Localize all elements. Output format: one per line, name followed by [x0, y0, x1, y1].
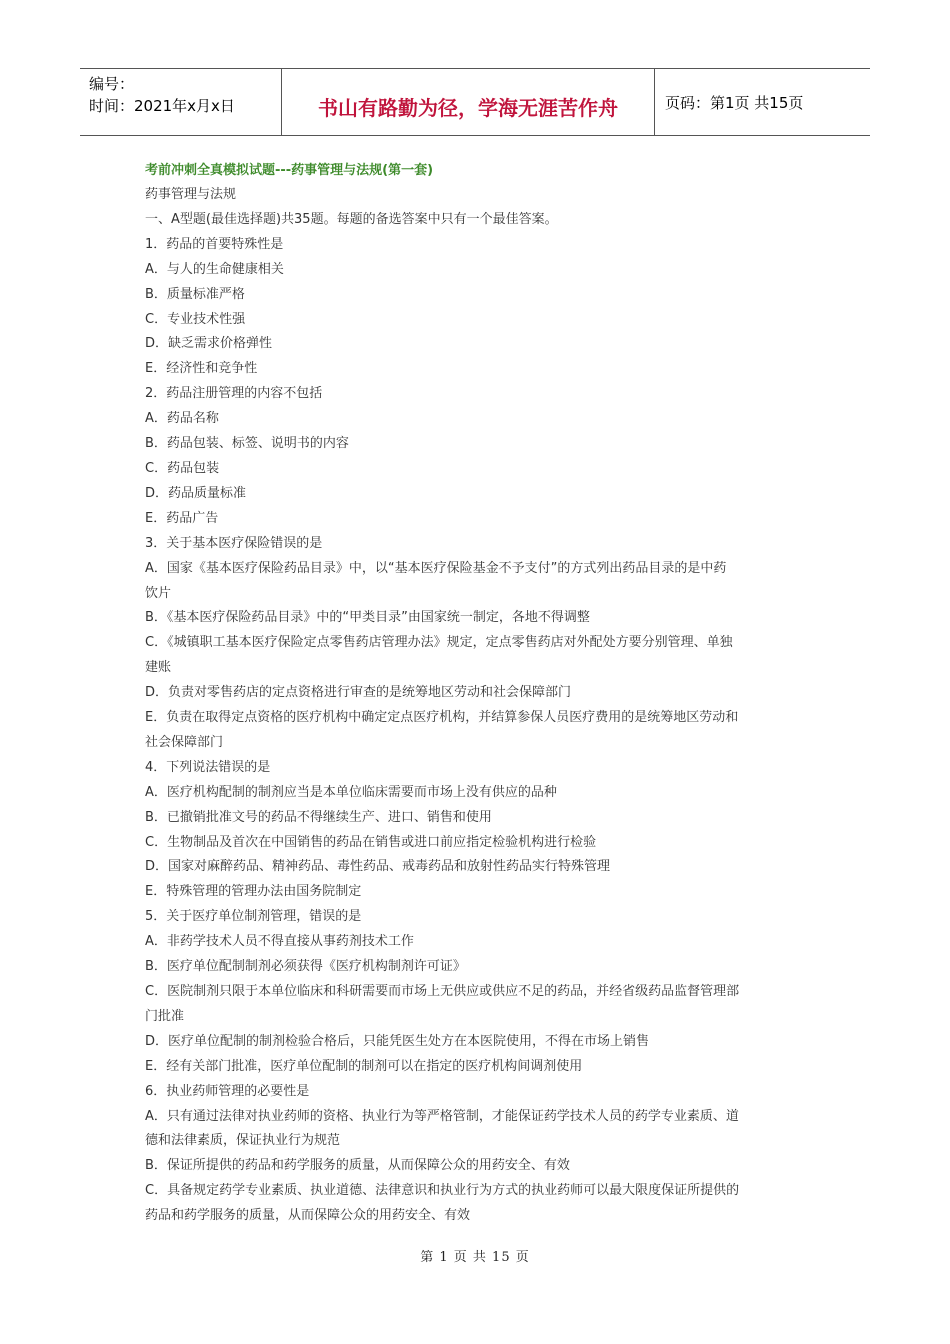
- text-line: C．药品包装: [145, 460, 220, 476]
- page-footer: 第 1 页 共 15 页: [420, 1250, 530, 1265]
- text-line: E．特殊管理的管理办法由国务院制定: [145, 884, 362, 900]
- text-line: 药品和药学服务的质量，从而保障公众的用药安全、有效: [145, 1208, 471, 1224]
- text-line: 门批准: [145, 1008, 185, 1024]
- text-line: A．国家《基本医疗保险药品目录》中，以“基本医疗保险基金不予支付”的方式列出药品目录的是中药: [145, 560, 727, 576]
- text-line: A．只有通过法律对执业药师的资格、执业行为等严格管制，才能保证药学技术人员的药学专业素质、道: [145, 1108, 739, 1124]
- text-line: C．具备规定药学专业素质、执业道德、法律意识和执业行为方式的执业药师可以最大限度保证所提供的: [145, 1183, 740, 1199]
- text-line: 5．关于医疗单位制剂管理，错误的是: [145, 909, 362, 925]
- text-line: E．经济性和竞争性: [145, 361, 258, 377]
- text-line: 3．关于基本医疗保险错误的是: [145, 535, 323, 551]
- text-line: 社会保障部门: [145, 734, 224, 750]
- text-line: 饮片: [145, 585, 172, 601]
- text-line: D．负责对零售药店的定点资格进行审查的是统筹地区劳动和社会保障部门: [145, 685, 572, 701]
- text-line: B．医疗单位配制制剂必须获得《医疗机构制剂许可证》: [145, 959, 466, 975]
- date-label: 时间：2021年x月x日: [89, 97, 235, 115]
- text-line: D．医疗单位配制的制剂检验合格后，只能凭医生处方在本医院使用，不得在市场上销售: [145, 1033, 650, 1049]
- text-line: E．负责在取得定点资格的医疗机构中确定定点医疗机构，并结算参保人员医疗费用的是统筹地区劳动和: [145, 710, 739, 726]
- header-meta-cell: [80, 69, 282, 135]
- header-slogan: 书山有路勤为径，学海无涯苦作舟: [282, 69, 655, 135]
- document-title: 考前冲刺全真模拟试题---药事管理与法规(第一套): [145, 163, 434, 178]
- text-line: B．保证所提供的药品和药学服务的质量，从而保障公众的用药安全、有效: [145, 1158, 570, 1174]
- text-line: D．国家对麻醉药品、精神药品、毒性药品、戒毒药品和放射性药品实行特殊管理: [145, 859, 611, 875]
- question-list: [145, 183, 805, 1229]
- text-line: A．非药学技术人员不得直接从事药剂技术工作: [145, 934, 414, 950]
- text-line: B．药品包装、标签、说明书的内容: [145, 436, 349, 452]
- document-body: [145, 158, 805, 1229]
- text-line: 6．执业药师管理的必要性是: [145, 1083, 310, 1099]
- text-line: 1．药品的首要特殊性是: [145, 236, 284, 252]
- text-line: E．药品广告: [145, 510, 219, 526]
- text-line: 建账: [145, 660, 172, 676]
- text-line: D．药品质量标准: [145, 485, 247, 501]
- text-line: A．药品名称: [145, 411, 219, 427]
- number-label: 编号：: [89, 75, 135, 93]
- text-line: C．《城镇职工基本医疗保险定点零售药店管理办法》规定，定点零售药店对外配处方要分别管理、单独: [145, 635, 733, 651]
- header-page-info: 页码：第1页 共15页: [665, 94, 804, 112]
- text-line: 德和法律素质，保证执业行为规范: [145, 1133, 341, 1149]
- text-line: 一、A型题(最佳选择题)共35题。每题的备选答案中只有一个最佳答案。: [145, 211, 558, 227]
- text-line: C．医院制剂只限于本单位临床和科研需要而市场上无供应或供应不足的药品，并经省级药品监督管理部: [145, 984, 740, 999]
- text-line: A．医疗机构配制的制剂应当是本单位临床需要而市场上没有供应的品种: [145, 784, 557, 800]
- text-line: 2．药品注册管理的内容不包括: [145, 386, 323, 402]
- text-line: D．缺乏需求价格弹性: [145, 336, 273, 352]
- text-line: B．《基本医疗保险药品目录》中的“甲类目录”由国家统一制定，各地不得调整: [145, 610, 590, 626]
- text-line: 4．下列说法错误的是: [145, 759, 271, 775]
- text-line: 药事管理与法规: [145, 187, 237, 202]
- text-line: B．质量标准严格: [145, 286, 245, 302]
- text-line: E．经有关部门批准，医疗单位配制的制剂可以在指定的医疗机构间调剂使用: [145, 1058, 583, 1074]
- text-line: C．专业技术性强: [145, 311, 246, 327]
- text-line: B．已撤销批准文号的药品不得继续生产、进口、销售和使用: [145, 809, 492, 825]
- text-line: A．与人的生命健康相关: [145, 261, 284, 277]
- page-header: [80, 68, 870, 136]
- text-line: C．生物制品及首次在中国销售的药品在销售或进口前应指定检验机构进行检验: [145, 834, 597, 850]
